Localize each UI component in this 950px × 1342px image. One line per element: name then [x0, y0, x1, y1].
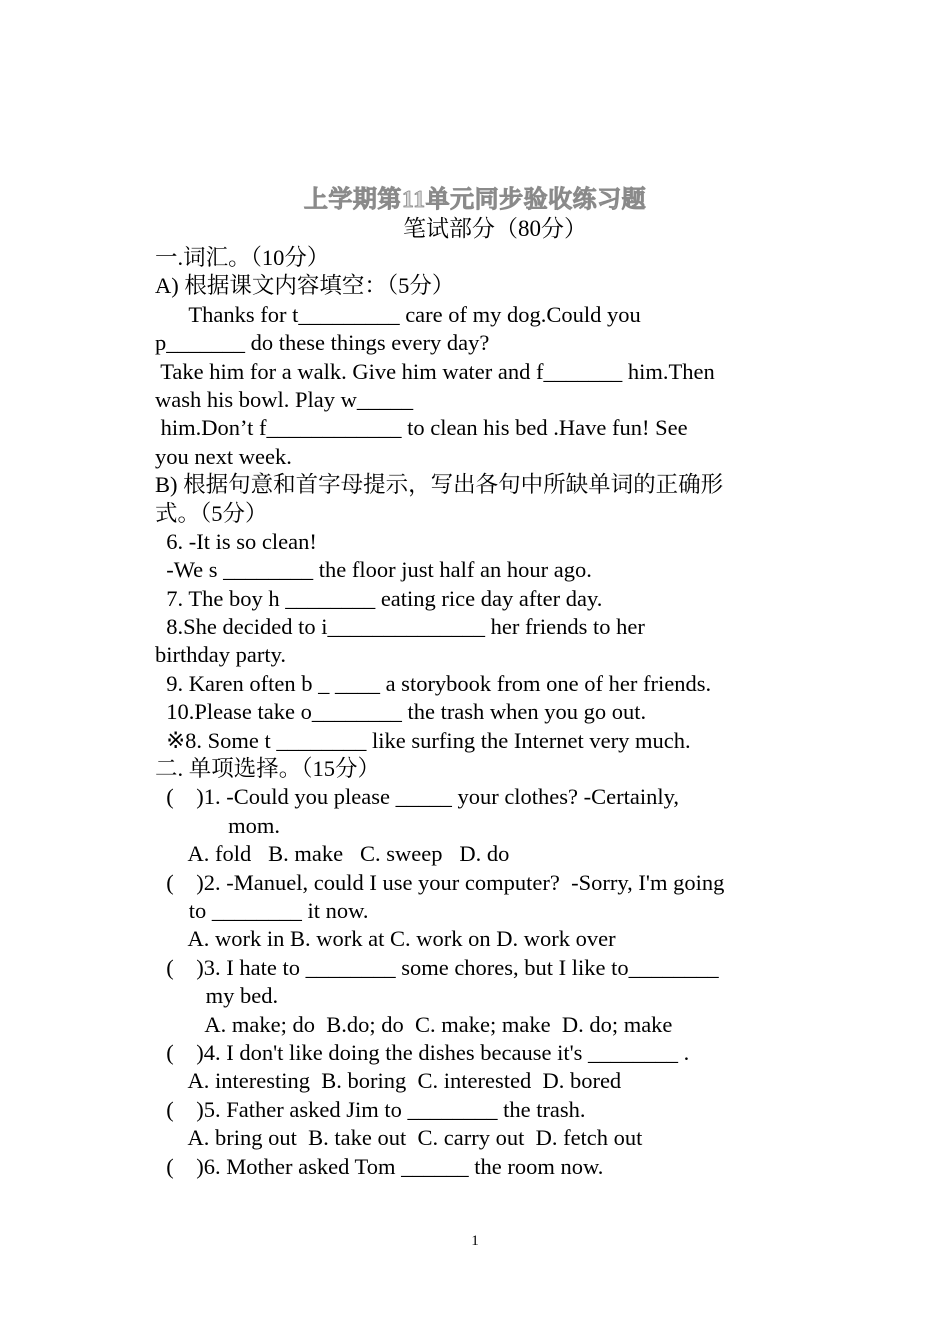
document-subtitle: 笔试部分（80分） — [403, 216, 587, 241]
text-line: A. make; do B.do; do C. make; make D. do; make — [155, 1011, 673, 1037]
page-number: 1 — [471, 1233, 479, 1249]
text-line: ( )3. I hate to ________ some chores, but I like to________ — [155, 954, 719, 980]
text-line: A. bring out B. take out C. carry out D. fetch out — [155, 1125, 643, 1151]
text-line: wash his bowl. Play w_____ — [155, 386, 414, 412]
text-line: my bed. — [155, 983, 279, 1009]
text-line: ( )4. I don't like doing the dishes because it's ________ . — [155, 1039, 690, 1065]
text-line: ※8. Some t ________ like surfing the Internet very much. — [155, 727, 691, 753]
text-line: ( )6. Mother asked Tom ______ the room now. — [155, 1153, 604, 1179]
text-line: 二. 单项选择。（15分） — [155, 756, 381, 782]
text-line: Take him for a walk. Give him water and f_______ him.Then — [155, 358, 715, 384]
text-line: birthday party. — [155, 642, 287, 668]
text-line: p_______ do these things every day? — [155, 330, 490, 356]
document-body — [155, 244, 805, 1181]
text-line: 一.词汇。（10分） — [155, 245, 330, 270]
text-line: him.Don’t f____________ to clean his bed .Have fun! See — [155, 415, 688, 441]
text-line: to ________ it now. — [155, 897, 369, 923]
text-line: ( )5. Father asked Jim to ________ the trash. — [155, 1096, 586, 1122]
text-line: mom. — [155, 812, 281, 838]
text-line: A. interesting B. boring C. interested D. bored — [155, 1068, 622, 1094]
text-line: A. fold B. make C. sweep D. do — [155, 841, 510, 867]
text-line: A. work in B. work at C. work on D. work over — [155, 926, 616, 952]
text-line: 9. Karen often b _ ____ a storybook from one of her friends. — [155, 670, 712, 696]
text-line: Thanks for t_________ care of my dog.Could you — [155, 301, 641, 327]
text-line: A) 根据课文内容填空：（5分） — [155, 273, 455, 299]
text-line: 6. -It is so clean! — [155, 528, 317, 554]
text-line: B) 根据句意和首字母提示，写出各句中所缺单词的正确形 — [155, 472, 724, 498]
text-line: ( )1. -Could you please _____ your clothes? -Certainly, — [155, 784, 680, 810]
text-line: you next week. — [155, 443, 292, 469]
text-line: 8.She decided to i______________ her friends to her — [155, 614, 645, 640]
text-line: ( )2. -Manuel, could I use your computer? -Sorry, I'm going — [155, 869, 725, 895]
document-title: 上学期第11单元同步验收练习题 — [303, 187, 647, 213]
text-line: 10.Please take o________ the trash when you go out. — [155, 699, 647, 725]
text-line: 7. The boy h ________ eating rice day after day. — [155, 585, 603, 611]
text-line: -We s ________ the floor just half an hour ago. — [155, 557, 592, 583]
text-line: 式。（5分） — [155, 500, 268, 526]
